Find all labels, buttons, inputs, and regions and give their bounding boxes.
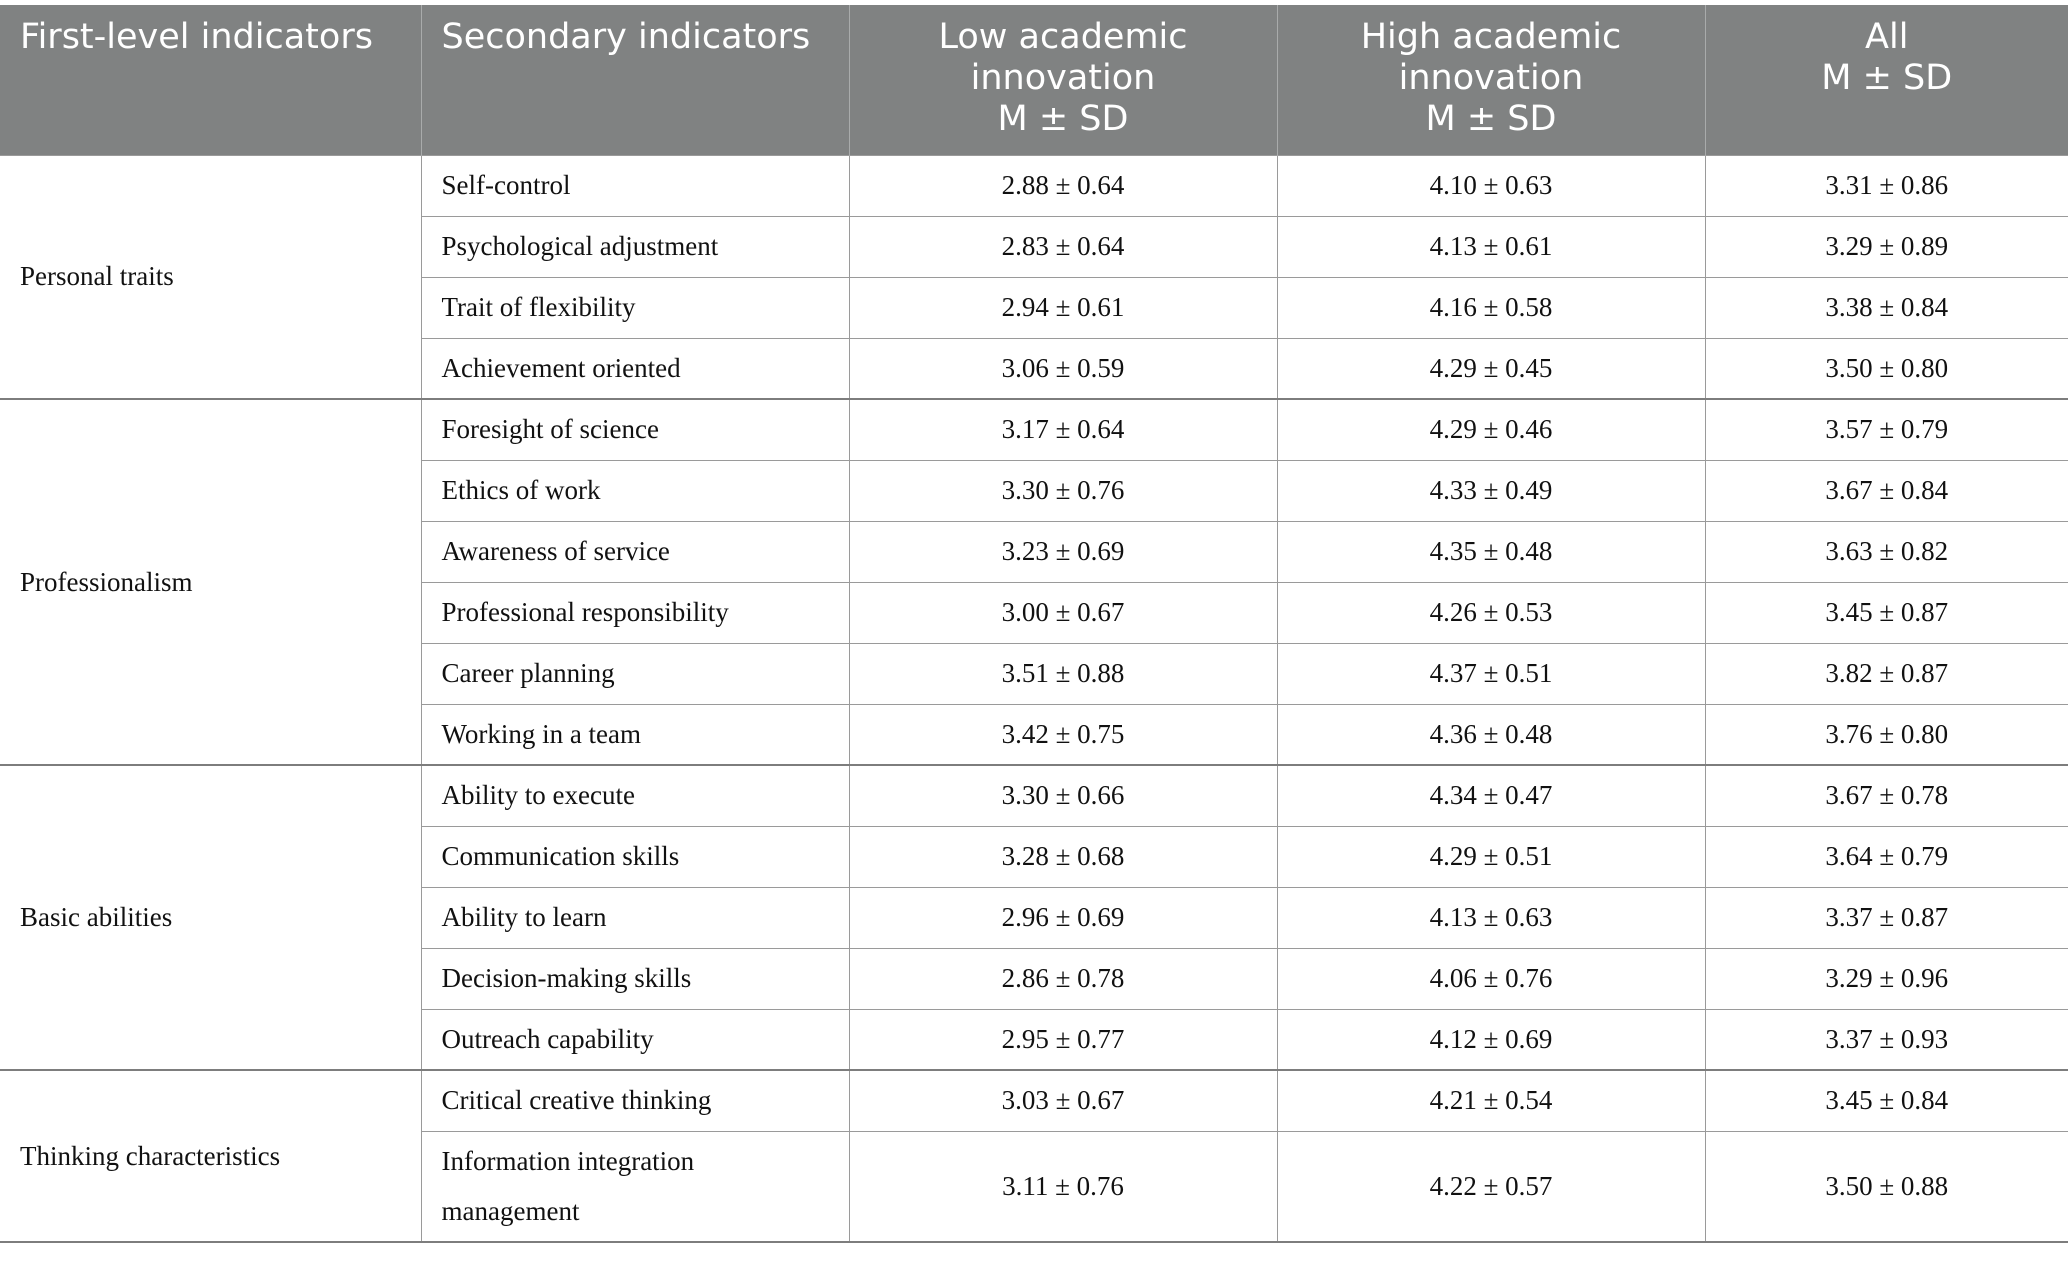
low-innovation-value: 2.86 ± 0.78 bbox=[849, 948, 1277, 1009]
all-value: 3.67 ± 0.78 bbox=[1705, 765, 2068, 826]
low-innovation-value: 3.17 ± 0.64 bbox=[849, 399, 1277, 460]
header-all-line2: M ± SD bbox=[1821, 58, 1953, 98]
header-high-line1: High academic bbox=[1360, 17, 1622, 57]
low-innovation-value: 3.06 ± 0.59 bbox=[849, 338, 1277, 399]
all-value: 3.38 ± 0.84 bbox=[1705, 277, 2068, 338]
secondary-indicator: Self-control bbox=[421, 155, 849, 216]
table-row bbox=[0, 155, 2068, 216]
header-low-line2: innovation bbox=[970, 58, 1156, 98]
secondary-indicator: Career planning bbox=[421, 643, 849, 704]
secondary-indicator: Critical creative thinking bbox=[421, 1070, 849, 1131]
high-innovation-value: 4.29 ± 0.46 bbox=[1277, 399, 1705, 460]
secondary-indicator: Information integration management bbox=[421, 1131, 849, 1242]
header-high-innovation bbox=[1277, 5, 1705, 155]
high-innovation-value: 4.22 ± 0.57 bbox=[1277, 1131, 1705, 1242]
header-all-line1: All bbox=[1865, 17, 1909, 57]
header-secondary: Secondary indicators bbox=[421, 5, 849, 155]
secondary-indicator: Trait of flexibility bbox=[421, 277, 849, 338]
secondary-indicator: Psychological adjustment bbox=[421, 216, 849, 277]
low-innovation-value: 3.00 ± 0.67 bbox=[849, 582, 1277, 643]
secondary-indicator: Working in a team bbox=[421, 704, 849, 765]
secondary-indicator: Decision-making skills bbox=[421, 948, 849, 1009]
high-innovation-value: 4.13 ± 0.61 bbox=[1277, 216, 1705, 277]
secondary-indicator: Achievement oriented bbox=[421, 338, 849, 399]
header-high-line3: M ± SD bbox=[1425, 99, 1557, 139]
high-innovation-value: 4.34 ± 0.47 bbox=[1277, 765, 1705, 826]
table-row bbox=[0, 1070, 2068, 1131]
high-innovation-value: 4.21 ± 0.54 bbox=[1277, 1070, 1705, 1131]
secondary-indicator: Professional responsibility bbox=[421, 582, 849, 643]
first-level-indicator: Basic abilities bbox=[0, 765, 421, 1070]
secondary-indicator: Ability to learn bbox=[421, 887, 849, 948]
low-innovation-value: 3.42 ± 0.75 bbox=[849, 704, 1277, 765]
high-innovation-value: 4.16 ± 0.58 bbox=[1277, 277, 1705, 338]
header-row bbox=[0, 5, 2068, 155]
high-innovation-value: 4.12 ± 0.69 bbox=[1277, 1009, 1705, 1070]
header-high-line2: innovation bbox=[1398, 58, 1584, 98]
header-low-line1: Low academic bbox=[938, 17, 1188, 57]
all-value: 3.31 ± 0.86 bbox=[1705, 155, 2068, 216]
low-innovation-value: 3.03 ± 0.67 bbox=[849, 1070, 1277, 1131]
all-value: 3.64 ± 0.79 bbox=[1705, 826, 2068, 887]
first-level-indicator: Thinking characteristics bbox=[0, 1070, 421, 1242]
indicator-table-container bbox=[0, 5, 2068, 1243]
low-innovation-value: 2.95 ± 0.77 bbox=[849, 1009, 1277, 1070]
low-innovation-value: 3.23 ± 0.69 bbox=[849, 521, 1277, 582]
first-level-indicator: Personal traits bbox=[0, 155, 421, 399]
table-header bbox=[0, 5, 2068, 155]
header-all bbox=[1705, 5, 2068, 155]
secondary-indicator: Ability to execute bbox=[421, 765, 849, 826]
header-low-innovation bbox=[849, 5, 1277, 155]
all-value: 3.45 ± 0.84 bbox=[1705, 1070, 2068, 1131]
low-innovation-value: 3.51 ± 0.88 bbox=[849, 643, 1277, 704]
secondary-indicator: Foresight of science bbox=[421, 399, 849, 460]
all-value: 3.63 ± 0.82 bbox=[1705, 521, 2068, 582]
all-value: 3.37 ± 0.87 bbox=[1705, 887, 2068, 948]
high-innovation-value: 4.35 ± 0.48 bbox=[1277, 521, 1705, 582]
secondary-indicator: Outreach capability bbox=[421, 1009, 849, 1070]
low-innovation-value: 2.96 ± 0.69 bbox=[849, 887, 1277, 948]
table-body bbox=[0, 155, 2068, 1242]
high-innovation-value: 4.06 ± 0.76 bbox=[1277, 948, 1705, 1009]
table-row bbox=[0, 765, 2068, 826]
indicator-table bbox=[0, 5, 2068, 1243]
table-row bbox=[0, 399, 2068, 460]
header-low-line3: M ± SD bbox=[997, 99, 1129, 139]
high-innovation-value: 4.10 ± 0.63 bbox=[1277, 155, 1705, 216]
high-innovation-value: 4.33 ± 0.49 bbox=[1277, 460, 1705, 521]
secondary-indicator: Awareness of service bbox=[421, 521, 849, 582]
header-first-level: First-level indicators bbox=[0, 5, 421, 155]
all-value: 3.76 ± 0.80 bbox=[1705, 704, 2068, 765]
all-value: 3.57 ± 0.79 bbox=[1705, 399, 2068, 460]
low-innovation-value: 3.30 ± 0.66 bbox=[849, 765, 1277, 826]
low-innovation-value: 3.30 ± 0.76 bbox=[849, 460, 1277, 521]
all-value: 3.29 ± 0.96 bbox=[1705, 948, 2068, 1009]
all-value: 3.50 ± 0.80 bbox=[1705, 338, 2068, 399]
high-innovation-value: 4.26 ± 0.53 bbox=[1277, 582, 1705, 643]
all-value: 3.45 ± 0.87 bbox=[1705, 582, 2068, 643]
all-value: 3.82 ± 0.87 bbox=[1705, 643, 2068, 704]
high-innovation-value: 4.13 ± 0.63 bbox=[1277, 887, 1705, 948]
high-innovation-value: 4.37 ± 0.51 bbox=[1277, 643, 1705, 704]
high-innovation-value: 4.29 ± 0.51 bbox=[1277, 826, 1705, 887]
secondary-indicator: Communication skills bbox=[421, 826, 849, 887]
low-innovation-value: 2.88 ± 0.64 bbox=[849, 155, 1277, 216]
all-value: 3.67 ± 0.84 bbox=[1705, 460, 2068, 521]
low-innovation-value: 3.11 ± 0.76 bbox=[849, 1131, 1277, 1242]
all-value: 3.50 ± 0.88 bbox=[1705, 1131, 2068, 1242]
low-innovation-value: 3.28 ± 0.68 bbox=[849, 826, 1277, 887]
low-innovation-value: 2.83 ± 0.64 bbox=[849, 216, 1277, 277]
first-level-indicator: Professionalism bbox=[0, 399, 421, 765]
low-innovation-value: 2.94 ± 0.61 bbox=[849, 277, 1277, 338]
all-value: 3.37 ± 0.93 bbox=[1705, 1009, 2068, 1070]
all-value: 3.29 ± 0.89 bbox=[1705, 216, 2068, 277]
secondary-indicator: Ethics of work bbox=[421, 460, 849, 521]
high-innovation-value: 4.29 ± 0.45 bbox=[1277, 338, 1705, 399]
high-innovation-value: 4.36 ± 0.48 bbox=[1277, 704, 1705, 765]
